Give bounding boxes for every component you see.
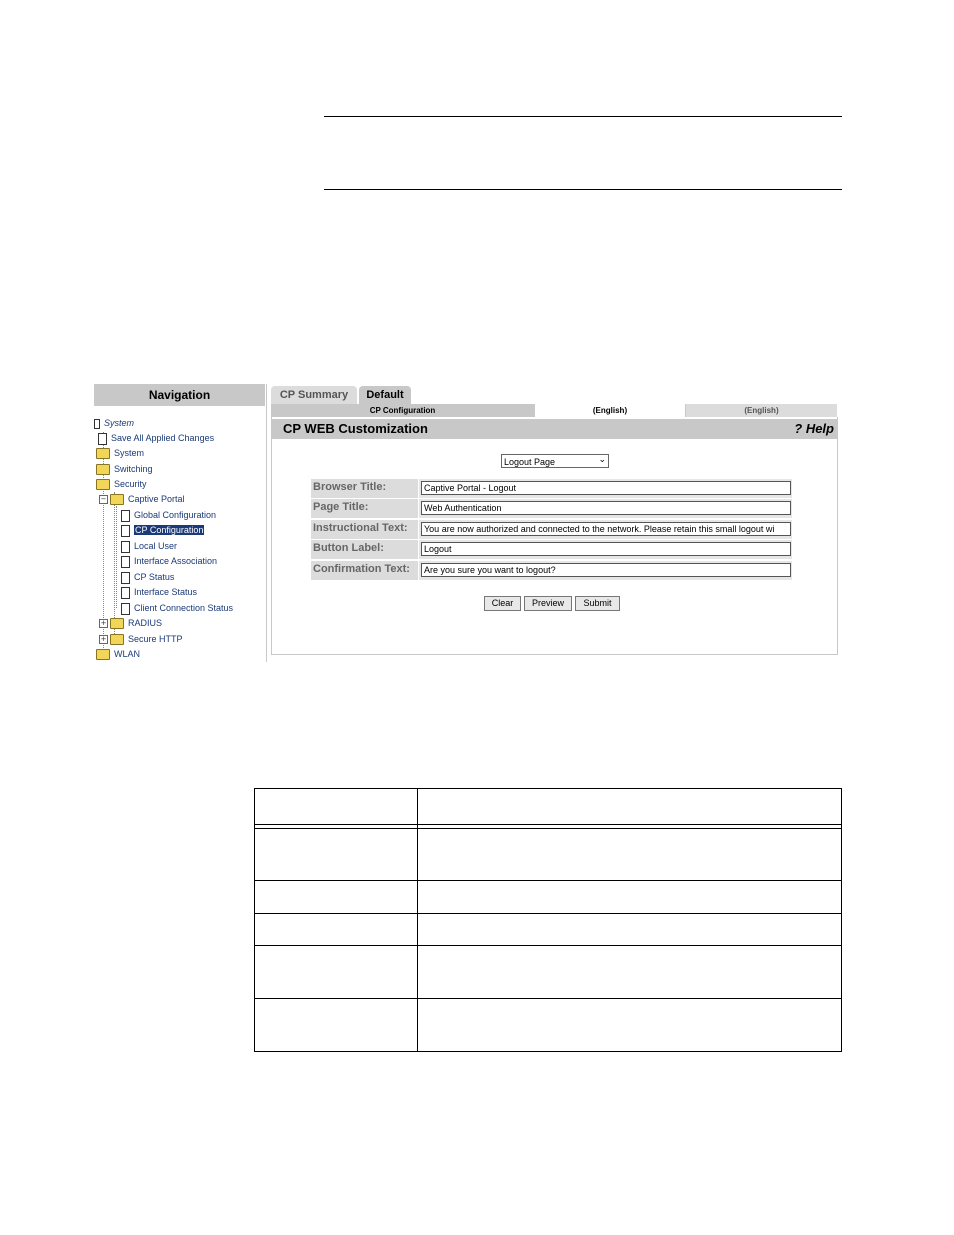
tree-item-cp-configuration[interactable]: CP Configuration [121,523,204,537]
chevron-down-icon: ⌄ [598,455,606,465]
table-row [255,881,841,914]
field-description-table [254,788,842,1052]
folder-open-icon [110,494,124,505]
clear-button[interactable]: Clear [484,596,521,611]
table-row [255,829,841,881]
tree-item-save-all[interactable]: Save All Applied Changes [98,431,214,445]
page-icon [121,525,130,537]
tree-item-interface-association[interactable]: Interface Association [121,554,217,568]
tree-item-security[interactable]: Security [96,477,147,491]
expand-icon[interactable]: + [100,635,107,644]
browser-title-input[interactable]: Captive Portal - Logout [421,481,791,495]
page-icon [121,603,130,615]
table-header-row [255,789,841,825]
instructional-text-input[interactable]: You are now authorized and connected to the network. Please retain this small logout wi [421,522,791,536]
submit-button[interactable]: Submit [575,596,620,611]
page-icon [121,556,130,568]
expand-icon[interactable]: + [100,619,107,628]
folder-open-icon [96,479,110,490]
button-label-input[interactable]: Logout [421,542,791,556]
table-row [255,914,841,946]
tab-cp-summary[interactable]: CP Summary [271,386,357,404]
confirmation-text-label: Confirmation Text: [311,561,418,580]
page-icon [121,510,130,522]
folder-icon [96,649,110,660]
page-icon [121,541,130,553]
table-row [255,946,841,999]
subtab-bar [271,404,837,417]
tree-item-client-connection-status[interactable]: Client Connection Status [121,601,233,615]
confirmation-text-input[interactable]: Are you sure you want to logout? [421,563,791,577]
page-title-input[interactable]: Web Authentication [421,501,791,515]
page-type-select[interactable] [501,454,609,468]
page-icon [121,572,130,584]
tab-default[interactable]: Default [359,386,411,404]
button-label-label: Button Label: [311,540,418,559]
page-title-label: Page Title: [311,499,418,518]
content-panel [271,417,838,655]
tree-item-system[interactable]: System [96,446,144,460]
tree-item-local-user[interactable]: Local User [121,539,177,553]
browser-title-label: Browser Title: [311,479,418,498]
help-link[interactable]: ? Help [794,421,834,436]
page-icon [121,587,130,599]
navigation-header: Navigation [94,384,265,406]
page-title: CP WEB Customization [283,421,428,436]
tree-item-switching[interactable]: Switching [96,462,153,476]
system-icon [94,419,100,429]
subtab-cp-configuration[interactable]: CP Configuration [271,404,534,417]
bottom-rule [324,189,842,190]
tree-guide [116,506,117,608]
tree-item-system-root[interactable]: System [94,416,134,430]
page-type-select-value: Logout Page [504,457,556,467]
navigation-panel [94,384,267,662]
tree-item-radius[interactable]: + RADIUS [100,618,163,628]
tree-item-interface-status[interactable]: Interface Status [121,585,197,599]
tree-item-captive-portal[interactable]: − Captive Portal [100,494,185,504]
preview-button[interactable]: Preview [524,596,572,611]
title-bar [272,419,837,439]
subtab-english[interactable]: (English) [686,404,837,417]
tree-item-secure-http[interactable]: + Secure HTTP [100,634,183,644]
tree-item-wlan[interactable]: WLAN [96,647,140,661]
page-icon [98,433,107,445]
folder-icon [96,464,110,475]
folder-icon [96,448,110,459]
folder-icon [110,618,124,629]
tree-item-cp-status[interactable]: CP Status [121,570,174,584]
collapse-icon[interactable]: − [100,495,107,504]
top-rule [324,116,842,117]
tree-item-global-configuration[interactable]: Global Configuration [121,508,216,522]
subtab-english-active[interactable]: (English) [535,404,685,417]
instructional-text-label: Instructional Text: [311,520,418,539]
folder-icon [110,634,124,645]
